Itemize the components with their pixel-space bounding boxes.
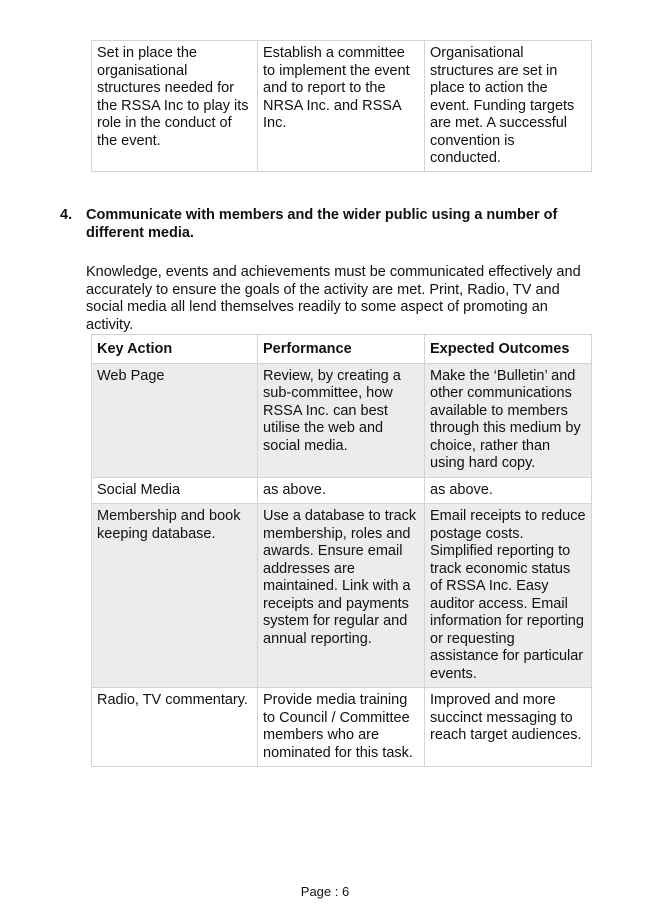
table-cell-expected-outcomes: as above. (425, 477, 592, 504)
table-header-row (92, 335, 592, 364)
table-cell-key-action: Radio, TV commentary. (92, 688, 258, 767)
table-cell-expected-outcomes: Improved and more succinct messaging to reach target audiences. (425, 688, 592, 767)
table-row (92, 41, 592, 172)
table-row (92, 477, 592, 504)
table-cell-performance: Use a database to track membership, roles and awards. Ensure email addresses are maintained. Link with a receipts and payments system for regular and annual reporting. (258, 504, 425, 688)
continued-table (91, 40, 592, 172)
header-expected-outcomes: Expected Outcomes (425, 335, 592, 364)
table-cell-key-action: Set in place the organisational structures needed for the RSSA Inc to play its role in the conduct of the event. (92, 41, 258, 172)
table-row (92, 688, 592, 767)
section-number: 4. (60, 207, 73, 223)
section-intro-paragraph: Knowledge, events and achievements must be communicated effectively and accurately to ensure the goals of the activity are met. Print, Radio, TV and social media all lend themselves readily to some aspect of promoting an activity. (86, 264, 581, 333)
table-cell-performance: Establish a committee to implement the event and to report to the NRSA Inc. and RSSA Inc. (258, 41, 425, 172)
table-cell-expected-outcomes: Make the ‘Bulletin’ and other communications available to members through this medium by choice, rather than using hard copy. (425, 363, 592, 477)
table-cell-performance: as above. (258, 477, 425, 504)
table-cell-key-action: Web Page (92, 363, 258, 477)
table-cell-key-action: Membership and book keeping database. (92, 504, 258, 688)
header-key-action: Key Action (92, 335, 258, 364)
section-heading: Communicate with members and the wider public using a number of different media. (86, 207, 558, 241)
header-performance: Performance (258, 335, 425, 364)
table-cell-expected-outcomes: Email receipts to reduce postage costs. Simplified reporting to track economic status of RSSA Inc. Easy auditor access. Email information for reporting or requesting assistance for particular events. (425, 504, 592, 688)
table-cell-performance: Provide media training to Council / Committee members who are nominated for this task. (258, 688, 425, 767)
table-cell-expected-outcomes: Organisational structures are set in place to action the event. Funding targets are met. A successful convention is conducted. (425, 41, 592, 172)
table-cell-key-action: Social Media (92, 477, 258, 504)
page-number: Page : 6 (300, 884, 350, 899)
media-actions-table (91, 334, 592, 767)
table-row (92, 504, 592, 688)
table-cell-performance: Review, by creating a sub-committee, how RSSA Inc. can best utilise the web and social media. (258, 363, 425, 477)
table-row (92, 363, 592, 477)
